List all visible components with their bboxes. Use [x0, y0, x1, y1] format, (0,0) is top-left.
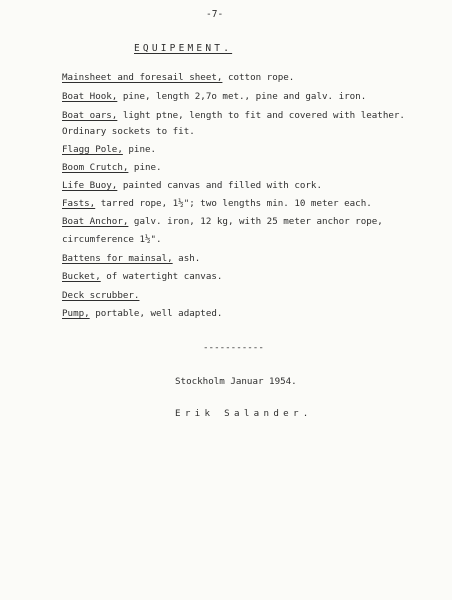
equipment-item: [62, 91, 366, 102]
item-text: cotton rope.: [222, 72, 295, 83]
place-date: Stockholm Januar 1954.: [175, 376, 297, 387]
equipment-item: [62, 144, 156, 155]
equipment-item: [62, 162, 162, 173]
equipment-item: [62, 198, 372, 209]
equipment-item: [62, 290, 139, 301]
item-text: galv. iron, 12 kg, with 25 meter anchor rope,: [128, 216, 383, 227]
item-label: Flagg Pole,: [62, 144, 123, 155]
equipment-item: [62, 110, 405, 121]
item-label: Boat Hook,: [62, 91, 118, 102]
item-text: light ptne, length to fit and covered with leather.: [117, 110, 405, 121]
item-text: Ordinary sockets to fit.: [62, 126, 195, 137]
item-text: portable, well adapted.: [89, 308, 223, 319]
item-text: pine, length 2,7o met., pine and galv. iron.: [117, 91, 367, 102]
section-heading: EQUIPEMENT.: [134, 43, 233, 54]
equipment-item: [62, 72, 294, 83]
item-label: Bucket,: [62, 271, 101, 282]
item-label: Pump,: [62, 308, 90, 319]
equipment-item: [62, 180, 322, 191]
item-text: circumference 1½".: [62, 234, 162, 245]
equipment-item: [62, 253, 200, 264]
equipment-item: [62, 308, 222, 319]
item-label: Boat oars,: [62, 110, 118, 121]
item-label: Life Buoy,: [62, 180, 118, 191]
item-text: pine.: [122, 144, 157, 155]
equipment-item: [62, 216, 383, 227]
item-label: Deck scrubber.: [62, 290, 140, 301]
item-label: Battens for mainsal,: [62, 253, 173, 264]
equipment-item: [62, 126, 195, 137]
separator-line: -----------: [203, 342, 264, 353]
item-label: Fasts,: [62, 198, 96, 209]
item-label: Boom Crutch,: [62, 162, 129, 173]
item-text: ash.: [172, 253, 201, 264]
item-text: painted canvas and filled with cork.: [117, 180, 322, 191]
page-number: -7-: [206, 9, 224, 20]
equipment-item: [62, 271, 222, 282]
item-label: Boat Anchor,: [62, 216, 129, 227]
item-text: tarred rope, 1½"; two lengths min. 10 meter each.: [95, 198, 372, 209]
signature-name: Erik Salander.: [175, 408, 313, 419]
item-label: Mainsheet and foresail sheet,: [62, 72, 223, 83]
equipment-item: [62, 234, 162, 245]
item-text: of watertight canvas.: [100, 271, 223, 282]
item-text: pine.: [128, 162, 162, 173]
